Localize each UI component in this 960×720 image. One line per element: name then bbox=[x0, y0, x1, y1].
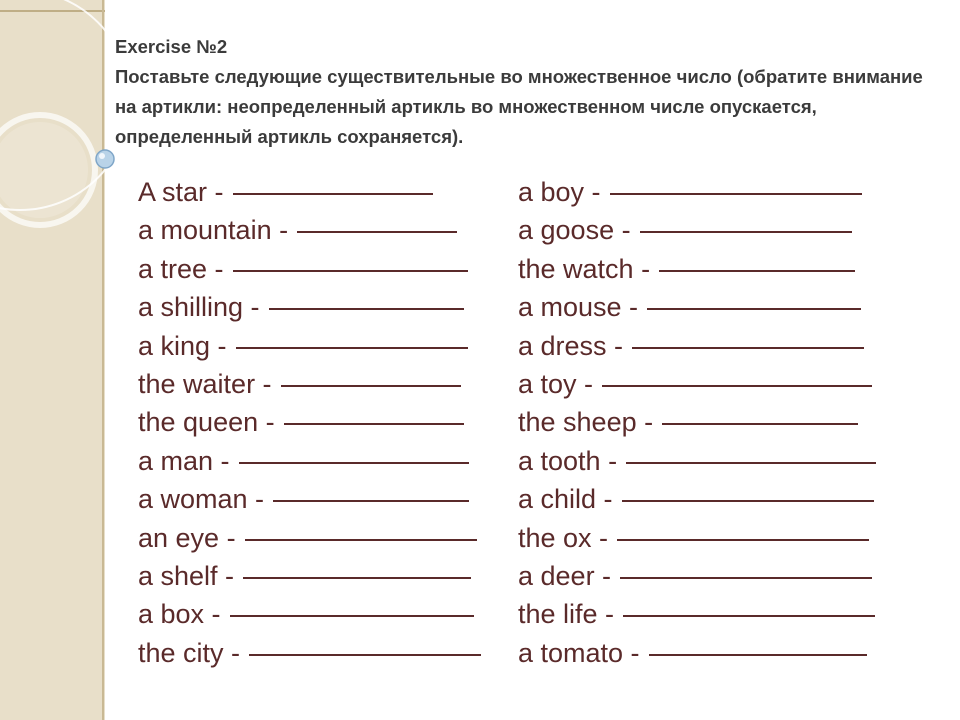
noun-label: the queen - bbox=[138, 407, 275, 438]
list-item bbox=[138, 365, 508, 403]
instructions-text: Поставьте следующие существительные во множественное число (обратите внимание на артикли: неопределенный артикль во множественном числе опускается, определенный артикль сохраняется). bbox=[115, 66, 923, 147]
left-column bbox=[138, 173, 508, 672]
sidebar-top-rule bbox=[0, 10, 105, 12]
noun-label: a tooth - bbox=[518, 445, 618, 476]
noun-label: a deer - bbox=[518, 560, 612, 591]
list-item bbox=[518, 288, 918, 326]
noun-label: A star - bbox=[138, 177, 224, 207]
list-item bbox=[138, 557, 508, 595]
list-item bbox=[518, 250, 918, 288]
header-block bbox=[115, 32, 935, 152]
sidebar-decoration bbox=[0, 0, 105, 720]
list-item bbox=[138, 211, 508, 249]
list-item bbox=[518, 173, 918, 211]
answer-blank[interactable] bbox=[647, 308, 861, 310]
noun-label: the waiter - bbox=[138, 368, 272, 399]
list-item bbox=[138, 288, 508, 326]
answer-blank[interactable] bbox=[243, 577, 471, 579]
list-item bbox=[138, 595, 508, 633]
answer-blank[interactable] bbox=[623, 615, 875, 617]
noun-label: a shelf - bbox=[138, 560, 235, 591]
noun-label: an eye - bbox=[138, 522, 236, 553]
list-item bbox=[138, 403, 508, 441]
answer-blank[interactable] bbox=[245, 539, 477, 541]
list-item bbox=[518, 557, 918, 595]
noun-label: a dress - bbox=[518, 330, 624, 361]
noun-label: the life - bbox=[518, 599, 615, 630]
answer-blank[interactable] bbox=[626, 462, 876, 464]
list-item bbox=[518, 519, 918, 557]
answer-blank[interactable] bbox=[640, 231, 852, 233]
noun-label: the sheep - bbox=[518, 407, 654, 438]
answer-blank[interactable] bbox=[236, 347, 468, 349]
list-item bbox=[518, 327, 918, 365]
noun-label: a goose - bbox=[518, 215, 631, 246]
answer-blank[interactable] bbox=[622, 500, 874, 502]
list-item bbox=[138, 250, 508, 288]
right-column bbox=[518, 173, 918, 672]
noun-label: a shilling - bbox=[138, 292, 260, 323]
answer-blank[interactable] bbox=[297, 231, 457, 233]
list-item bbox=[138, 634, 508, 672]
list-item bbox=[138, 480, 508, 518]
list-item bbox=[138, 327, 508, 365]
noun-label: a king - bbox=[138, 330, 227, 361]
list-item bbox=[138, 442, 508, 480]
list-item bbox=[138, 519, 508, 557]
exercise-list bbox=[138, 173, 918, 683]
list-item bbox=[518, 211, 918, 249]
answer-blank[interactable] bbox=[610, 193, 862, 195]
list-item bbox=[138, 173, 508, 211]
noun-label: a woman - bbox=[138, 484, 265, 515]
noun-label: a toy - bbox=[518, 368, 594, 399]
list-item bbox=[518, 595, 918, 633]
list-item bbox=[518, 442, 918, 480]
noun-label: the watch - bbox=[518, 253, 651, 284]
noun-label: a child - bbox=[518, 484, 613, 515]
noun-label: the ox - bbox=[518, 522, 609, 553]
noun-label: a mouse - bbox=[518, 292, 639, 323]
answer-blank[interactable] bbox=[284, 423, 464, 425]
answer-blank[interactable] bbox=[281, 385, 461, 387]
answer-blank[interactable] bbox=[632, 347, 864, 349]
noun-label: the city - bbox=[138, 637, 241, 668]
list-item bbox=[518, 403, 918, 441]
list-item bbox=[518, 634, 918, 672]
answer-blank[interactable] bbox=[659, 270, 855, 272]
noun-label: a mountain - bbox=[138, 215, 289, 246]
answer-blank[interactable] bbox=[273, 500, 469, 502]
sidebar-edge bbox=[102, 0, 104, 720]
noun-label: a tree - bbox=[138, 253, 224, 284]
noun-label: a tomato - bbox=[518, 637, 640, 668]
answer-blank[interactable] bbox=[662, 423, 858, 425]
answer-blank[interactable] bbox=[249, 654, 481, 656]
noun-label: a man - bbox=[138, 445, 230, 476]
answer-blank[interactable] bbox=[602, 385, 872, 387]
noun-label: a box - bbox=[138, 599, 221, 630]
list-item bbox=[518, 480, 918, 518]
exercise-title: Exercise №2 bbox=[115, 36, 228, 57]
answer-blank[interactable] bbox=[649, 654, 867, 656]
list-item bbox=[518, 365, 918, 403]
answer-blank[interactable] bbox=[620, 577, 872, 579]
answer-blank[interactable] bbox=[230, 615, 474, 617]
answer-blank[interactable] bbox=[617, 539, 869, 541]
answer-blank[interactable] bbox=[233, 270, 468, 272]
answer-blank[interactable] bbox=[239, 462, 469, 464]
answer-blank[interactable] bbox=[269, 308, 464, 310]
noun-label: a boy - bbox=[518, 177, 601, 207]
answer-blank[interactable] bbox=[233, 193, 433, 195]
